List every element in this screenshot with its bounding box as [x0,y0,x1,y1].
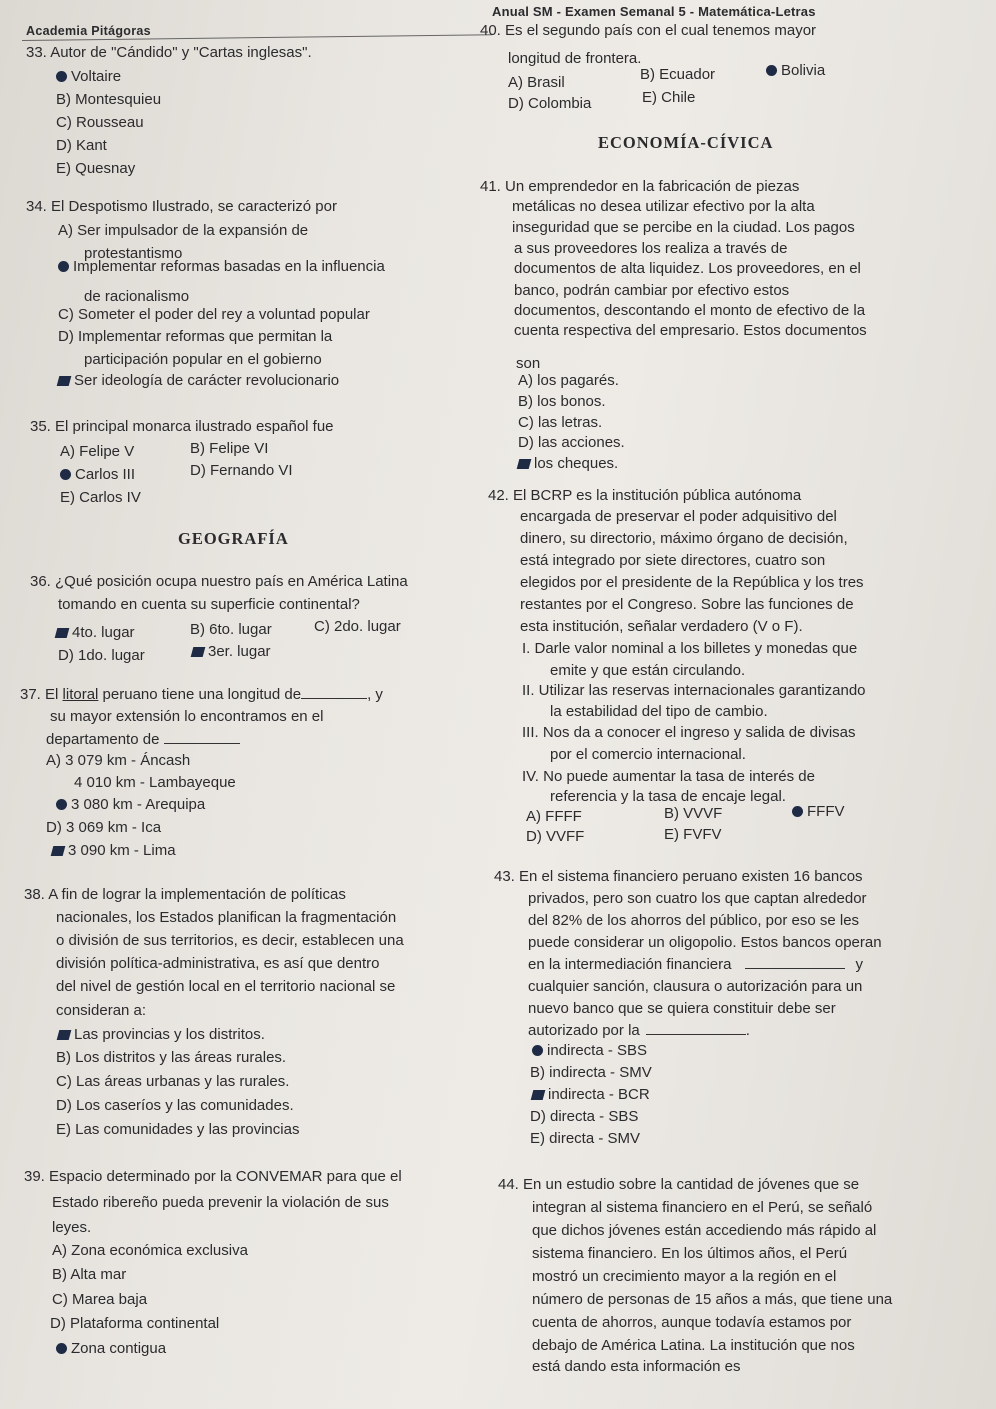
q33-option-c[interactable]: C) Rousseau [56,114,144,131]
crossed-mark-icon [51,846,66,856]
crossed-mark-icon [191,647,206,657]
q40-option-d[interactable]: D) Colombia [508,95,592,112]
q42-option-d[interactable]: D) VVFF [526,828,585,845]
q34-option-b[interactable]: Implementar reformas basadas en la influencia [58,258,385,275]
q44-stem-8: debajo de América Latina. La institución que nos [532,1337,855,1354]
q37-option-e[interactable]: 3 090 km - Lima [52,842,176,859]
q41-stem-6: banco, podrán cambiar por efectivo estos [514,282,790,299]
q37-stem-2: su mayor extensión lo encontramos en el [50,708,324,725]
q35-option-d[interactable]: D) Fernando VI [190,462,293,479]
answer-blank[interactable] [301,686,367,699]
q33-option-e[interactable]: E) Quesnay [56,160,136,177]
q42-item-4: IV. No puede aumentar la tasa de interés de [522,768,815,785]
academy-name: Academia Pitágoras [26,24,151,38]
q43-stem-7: nuevo banco que se quiera constituir debe ser [528,1000,836,1017]
q43-option-c[interactable]: indirecta - BCR [532,1086,650,1103]
q38-option-e[interactable]: E) Las comunidades y las provincias [56,1121,300,1138]
q43-stem-5: en la intermediación financiera y [528,956,863,973]
q33-stem: 33. Autor de "Cándido" y "Cartas inglesas". [26,44,312,61]
q42-option-e[interactable]: E) FVFV [664,826,722,843]
section-geografia: GEOGRAFÍA [178,529,289,548]
crossed-mark-icon [57,376,72,386]
q36-option-a[interactable]: 4to. lugar [56,624,135,641]
q44-stem-4: sistema financiero. En los últimos años, el Perú [532,1245,848,1262]
q42-stem-4: está integrado por siete directores, cuatro son [520,552,826,569]
q39-stem-3: leyes. [52,1219,92,1236]
q38-stem-4: división política-administrativa, es así que dentro [56,955,380,972]
q41-stem-4: a sus proveedores los realiza a través de [514,240,788,257]
q34-stem: 34. El Despotismo Ilustrado, se caracterizó por [26,198,337,215]
answer-blank[interactable] [646,1022,746,1035]
q38-stem-2: nacionales, los Estados planifican la fragmentación [56,909,397,926]
q34-option-a[interactable]: A) Ser impulsador de la expansión de [58,222,309,239]
q39-stem-2: Estado ribereño pueda prevenir la violación de sus [52,1194,389,1211]
q37-option-a[interactable]: A) 3 079 km - Áncash [46,752,191,769]
answer-blank[interactable] [745,956,845,969]
q35-option-c[interactable]: Carlos III [60,466,135,483]
q44-stem-6: número de personas de 15 años a más, que tiene una [532,1291,893,1308]
q39-option-d[interactable]: D) Plataforma continental [50,1315,220,1332]
q35-option-b[interactable]: B) Felipe VI [190,440,269,457]
q34-option-d-cont: participación popular en el gobierno [84,351,322,368]
q40-option-e[interactable]: E) Chile [642,89,696,106]
q38-stem-3: o división de sus territorios, es decir, establecen una [56,932,404,949]
q42-stem-6: restantes por el Congreso. Sobre las funciones de [520,596,854,613]
q35-option-a[interactable]: A) Felipe V [60,443,135,460]
q44-stem-7: cuenta de ahorros, aunque todavía estamos por [532,1314,852,1331]
q39-option-c[interactable]: C) Marea baja [52,1291,148,1308]
section-economia-civica: ECONOMÍA-CÍVICA [598,133,774,152]
q34-option-d[interactable]: D) Implementar reformas que permitan la [58,328,333,345]
q36-stem-2: tomando en cuenta su superficie continental? [58,596,360,613]
q42-option-b[interactable]: B) VVVF [664,805,723,822]
q38-option-a[interactable]: Las provincias y los distritos. [58,1026,265,1043]
q41-option-a[interactable]: A) los pagarés. [518,372,619,389]
q40-option-b[interactable]: B) Ecuador [640,66,716,83]
q42-item-3-cont: por el comercio internacional. [550,746,746,763]
q44-stem-2: integran al sistema financiero en el Perú, se señaló [532,1199,873,1216]
q42-stem-5: elegidos por el presidente de la República y los tres [520,574,864,591]
answer-mark-icon [58,261,69,272]
answer-mark-icon [532,1045,543,1056]
q41-stem-7: documentos, descontando el monto de efectivo de la [514,302,866,319]
q33-option-d[interactable]: D) Kant [56,137,107,154]
q38-option-b[interactable]: B) Los distritos y las áreas rurales. [56,1049,287,1066]
q42-item-2-cont: la estabilidad del tipo de cambio. [550,703,768,720]
q41-option-b[interactable]: B) los bonos. [518,393,606,410]
q44-stem-5: mostró un crecimiento mayor a la región en el [532,1268,837,1285]
q43-stem-2: privados, pero son cuatro los que captan alrededor [528,890,867,907]
answer-blank[interactable] [164,731,240,744]
q36-option-e[interactable]: 3er. lugar [192,643,271,660]
q43-stem-6: cualquier sanción, clausura o autorización para un [528,978,863,995]
q41-stem-5: documentos de alta liquidez. Los proveedores, en el [514,260,861,277]
q41-stem-2: metálicas no desea utilizar efectivo por la alta [512,198,815,215]
answer-mark-icon [766,65,777,76]
q39-stem-1: 39. Espacio determinado por la CONVEMAR para que el [24,1168,402,1185]
answer-mark-icon [56,71,67,82]
q42-option-c[interactable]: FFFV [792,803,845,820]
q41-stem-9: son [516,355,541,372]
q44-stem-3: que dichos jóvenes están accediendo más rápido al [532,1222,877,1239]
q39-option-b[interactable]: B) Alta mar [52,1266,127,1283]
q40-option-a[interactable]: A) Brasil [508,74,565,91]
q41-stem-8: cuenta respectiva del empresario. Estos documentos [514,322,867,339]
q35-stem: 35. El principal monarca ilustrado español fue [30,418,334,435]
q38-stem-5: del nivel de gestión local en el territorio nacional se [56,978,396,995]
q34-option-a-cont: protestantismo [84,245,183,262]
q34-option-b-cont: de racionalismo [84,288,190,305]
q37-option-c[interactable]: 3 080 km - Arequipa [56,796,205,813]
q33-option-a[interactable]: Voltaire [56,68,121,85]
q38-option-c[interactable]: C) Las áreas urbanas y las rurales. [56,1073,290,1090]
q43-option-b[interactable]: B) indirecta - SMV [530,1064,652,1081]
q43-option-d[interactable]: D) directa - SBS [530,1108,639,1125]
q43-stem-3: del 82% de los ahorros del público, por eso se les [528,912,860,929]
q41-stem-1: 41. Un emprendedor en la fabricación de piezas [480,178,800,195]
q40-option-c[interactable]: Bolivia [766,62,825,79]
q36-option-b[interactable]: B) 6to. lugar [190,621,272,638]
q43-stem-4: puede considerar un oligopolio. Estos bancos operan [528,934,882,951]
q42-item-2: II. Utilizar las reservas internacionales garantizando [522,682,866,699]
q36-option-d[interactable]: D) 1do. lugar [58,647,145,664]
q43-stem-8: autorizado por la . [528,1022,750,1039]
q39-option-a[interactable]: A) Zona económica exclusiva [52,1242,248,1259]
q43-stem-1: 43. En el sistema financiero peruano existen 16 bancos [494,868,863,885]
q35-option-e[interactable]: E) Carlos IV [60,489,141,506]
q37-stem-1: 37. El litoral peruano tiene una longitud de , y [20,686,383,703]
q38-option-d[interactable]: D) Los caseríos y las comunidades. [56,1097,294,1114]
q37-option-d[interactable]: D) 3 069 km - Ica [46,819,162,836]
q37-option-b[interactable]: 4 010 km - Lambayeque [74,774,236,791]
q42-item-1: I. Darle valor nominal a los billetes y monedas que [522,640,858,657]
q42-stem-2: encargada de preservar el poder adquisitivo del [520,508,837,525]
answer-mark-icon [57,1030,72,1040]
q36-stem-1: 36. ¿Qué posición ocupa nuestro país en América Latina [30,573,408,590]
q42-stem-3: dinero, su directorio, máximo órgano de decisión, [520,530,848,547]
q43-option-e[interactable]: E) directa - SMV [530,1130,641,1147]
q42-item-3: III. Nos da a conocer el ingreso y salida de divisas [522,724,856,741]
q40-stem-1: 40. Es el segundo país con el cual tenemos mayor [480,22,817,39]
answer-mark-icon [56,799,67,810]
q39-option-e[interactable]: Zona contigua [56,1340,166,1357]
q41-stem-3: inseguridad que se percibe en la ciudad. Los pagos [512,219,855,236]
answer-mark-icon [792,806,803,817]
answer-mark-icon [60,469,71,480]
q43-option-a[interactable]: indirecta - SBS [532,1042,647,1059]
q42-stem-1: 42. El BCRP es la institución pública autónoma [488,487,802,504]
q41-option-e[interactable]: los cheques. [518,455,618,472]
crossed-mark-icon [531,1090,546,1100]
crossed-mark-icon [55,628,70,638]
exam-title: Anual SM - Examen Semanal 5 - Matemática-Letras [492,4,816,19]
q37-stem-3: departamento de [46,729,240,752]
q42-stem-7: esta institución, señalar verdadero (V o F). [520,618,803,635]
q40-stem-2: longitud de frontera. [508,50,642,67]
q34-option-c[interactable]: C) Someter el poder del rey a voluntad popular [58,306,370,323]
answer-mark-icon [517,459,532,469]
q38-stem-6: consideran a: [56,1002,147,1019]
q44-stem-9: está dando esta información es [532,1358,741,1375]
q41-option-d[interactable]: D) las acciones. [518,434,625,451]
q38-stem-1: 38. A fin de lograr la implementación de políticas [24,886,346,903]
q42-option-a[interactable]: A) FFFF [526,808,582,825]
q41-option-c[interactable]: C) las letras. [518,414,603,431]
q42-item-1-cont: emite y que están circulando. [550,662,746,679]
q36-option-c[interactable]: C) 2do. lugar [314,618,401,635]
q34-option-e[interactable]: Ser ideología de carácter revolucionario [58,372,339,389]
q42-item-4-cont: referencia y la tasa de encaje legal. [550,788,786,805]
q44-stem-1: 44. En un estudio sobre la cantidad de jóvenes que se [498,1176,860,1193]
q33-option-b[interactable]: B) Montesquieu [56,91,162,108]
answer-mark-icon [56,1343,67,1354]
